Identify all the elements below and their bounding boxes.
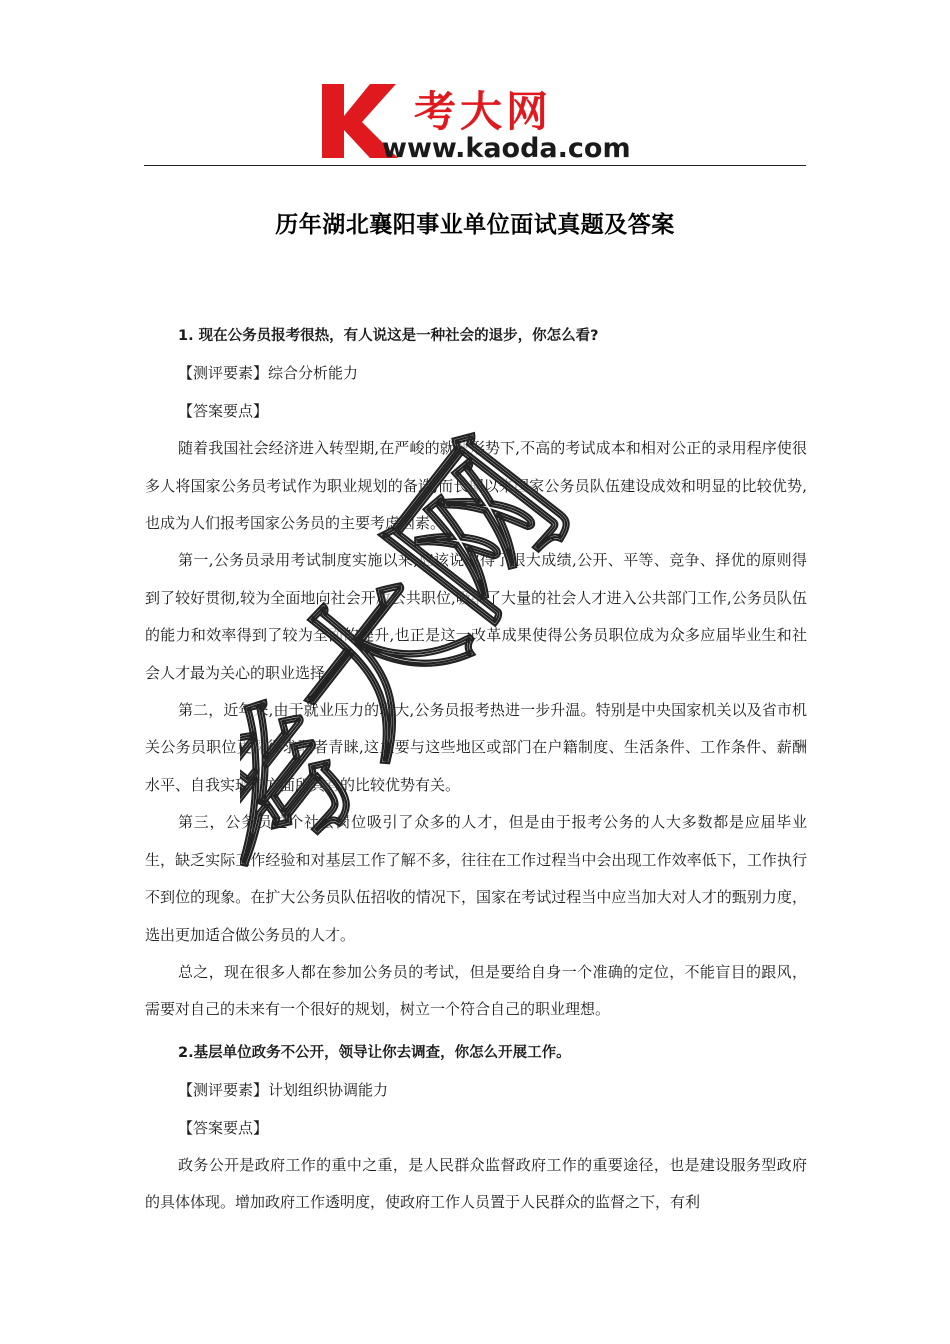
kaoda-logo <box>318 78 648 160</box>
answer-heading-1: 【答案要点】 <box>178 401 269 420</box>
criteria-1: 【测评要素】综合分析能力 <box>178 364 359 383</box>
answer-heading-2: 【答案要点】 <box>178 1118 269 1137</box>
answer-1-paragraph: 第三，公务员这个社会岗位吸引了众多的人才，但是由于报考公务的人大多数都是应届毕业生，缺乏实际工作经验和对基层工作了解不多，往往在工作过程当中会出现工作效率低下，工作执行不到位的现象。在扩大公务员队伍招收的情况下，国家在考试过程当中应当加大对人才的甄别力度，选出更加适合做公务员的人才。 <box>145 813 807 944</box>
document-body <box>145 318 807 1222</box>
answer-1-paragraph: 第一,公务员录用考试制度实施以来,应该说取得了很大成绩,公开、平等、竞争、择优的原则得到了较好贯彻,较为全面地向社会开放公共职位,吸纳了大量的社会人才进入公共部门工作,公务员队伍的能力和效率得到了较为全面的提升,也正是这一改革成果使得公务员职位成为众多应届毕业生和社会人才最为关心的职业选择。 <box>145 551 807 682</box>
answer-1-paragraph: 总之，现在很多人都在参加公务员的考试，但是要给自身一个准确的定位，不能盲目的跟风，需要对自己的未来有一个很好的规划，树立一个符合自己的职业理想。 <box>145 962 807 1019</box>
answer-2-paragraph: 政务公开是政府工作的重中之重，是人民群众监督政府工作的重要途径，也是建设服务型政府的具体体现。增加政府工作透明度，使政府工作人员置于人民群众的监督之下，有利 <box>145 1155 807 1212</box>
watermark-text: 考大网 <box>240 420 607 914</box>
criteria-2: 【测评要素】计划组织协调能力 <box>178 1081 389 1100</box>
document-title: 历年湖北襄阳事业单位面试真题及答案 <box>275 212 675 238</box>
question-1: 1. 现在公务员报考很热，有人说这是一种社会的退步，你怎么看? <box>178 328 599 344</box>
header-divider <box>144 165 806 166</box>
logo-url-text: www.kaoda.com <box>382 133 631 160</box>
logo-cn-text: 考大网 <box>414 87 553 136</box>
kaoda-logo-graphic <box>318 78 648 160</box>
answer-1-paragraph: 随着我国社会经济进入转型期,在严峻的就业形势下,不高的考试成本和相对公正的录用程序使很多人将国家公务员考试作为职业规划的备选,而长期以来国家公务员队伍建设成效和明显的比较优势,也成为人们报考国家公务员的主要考虑因素。 <box>145 439 807 533</box>
question-2: 2.基层单位政务不公开，领导让你去调查，你怎么开展工作。 <box>178 1044 571 1061</box>
answer-1-paragraph: 第二，近年来,由于就业压力的增大,公务员报考热进一步升温。特别是中央国家机关以及省市机关公务员职位更深得求职者青睐,这主要与这些地区或部门在户籍制度、生活条件、工作条件、薪酬水平、自我实现等方面所具有的比较优势有关。 <box>145 701 807 794</box>
